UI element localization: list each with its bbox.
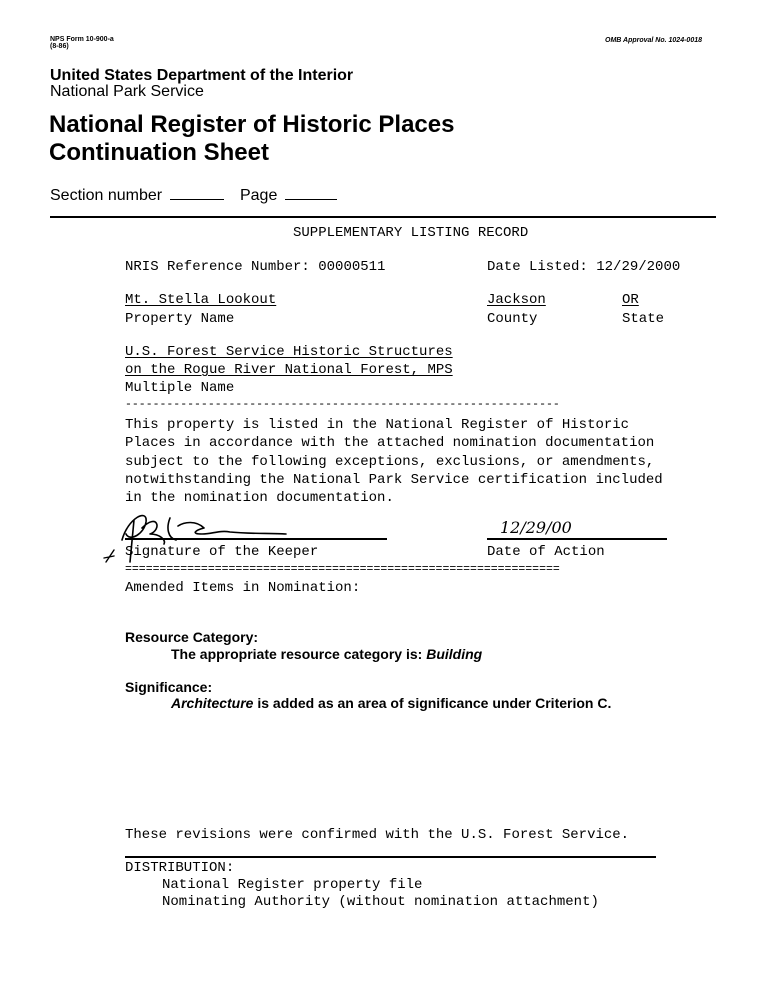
- listing-statement: [125, 416, 663, 507]
- handwritten-date: 12/29/00: [500, 518, 572, 537]
- form-date: (8-86): [50, 43, 69, 50]
- dash-separator: ---------------------------------------------------------------: [125, 398, 560, 411]
- multiple-name-line-2: on the Rogue River National Forest, MPS: [125, 362, 453, 378]
- significance-term: Architecture: [171, 695, 254, 711]
- form-number: NPS Form 10-900-a: [50, 36, 114, 43]
- multiple-name-line-1: U.S. Forest Service Historic Structures: [125, 344, 453, 360]
- title-line-2: Continuation Sheet: [49, 139, 269, 166]
- distribution-rule: [125, 856, 656, 858]
- section-number-label: Section number: [50, 187, 163, 204]
- distribution-heading: DISTRIBUTION:: [125, 860, 235, 876]
- nris-reference: [125, 259, 385, 275]
- county-label: County: [487, 311, 538, 327]
- property-name-label: Property Name: [125, 311, 235, 327]
- confirmation-note: These revisions were confirmed with the U.S. Forest Service.: [125, 827, 630, 843]
- section-page-fields: [50, 187, 337, 205]
- statement-line: notwithstanding the National Park Service certification included: [125, 471, 663, 488]
- page-blank: [285, 199, 337, 200]
- date-listed: [487, 259, 680, 275]
- property-name: Mt. Stella Lookout: [125, 292, 277, 308]
- date-listed-value: 12/29/2000: [596, 259, 681, 275]
- header-rule: [50, 216, 716, 218]
- distribution-item: National Register property file: [162, 877, 423, 893]
- resource-category-statement: [171, 646, 482, 662]
- page-title: [49, 111, 454, 167]
- multiple-name-label: Multiple Name: [125, 380, 235, 396]
- distribution-item: Nominating Authority (without nomination attachment): [162, 894, 599, 910]
- resource-category-text: The appropriate resource category is:: [171, 646, 423, 662]
- omb-approval: OMB Approval No. 1024-0018: [605, 37, 702, 44]
- statement-line: Places in accordance with the attached nomination documentation: [125, 435, 655, 452]
- equals-separator: ===============================================================: [125, 563, 560, 576]
- significance-statement: [171, 695, 611, 711]
- page-label: Page: [239, 187, 278, 204]
- record-heading: SUPPLEMENTARY LISTING RECORD: [293, 225, 529, 241]
- statement-line: in the nomination documentation.: [125, 490, 394, 507]
- statement-line: subject to the following exceptions, exclusions, or amendments,: [125, 453, 655, 470]
- date-of-action-line: [487, 538, 667, 540]
- state-label: State: [622, 311, 665, 327]
- service-name: National Park Service: [50, 83, 204, 100]
- date-of-action-label: Date of Action: [487, 544, 605, 560]
- date-listed-label: Date Listed:: [487, 259, 588, 275]
- county: Jackson: [487, 292, 546, 308]
- signature-label: Signature of the Keeper: [125, 544, 319, 560]
- resource-category-value: Building: [426, 646, 483, 662]
- title-line-1: National Register of Historic Places: [49, 111, 455, 138]
- department-name: United States Department of the Interior: [50, 67, 354, 84]
- state: OR: [622, 292, 639, 308]
- nris-value: 00000511: [318, 259, 386, 275]
- resource-category-heading: Resource Category:: [125, 629, 259, 645]
- amended-heading: Amended Items in Nomination:: [125, 580, 361, 596]
- nris-label: NRIS Reference Number:: [125, 259, 310, 275]
- statement-line: This property is listed in the National Register of Historic: [125, 417, 630, 433]
- significance-heading: Significance:: [125, 679, 213, 695]
- significance-text: is added as an area of significance under Criterion C.: [257, 695, 612, 711]
- section-number-blank: [170, 199, 224, 200]
